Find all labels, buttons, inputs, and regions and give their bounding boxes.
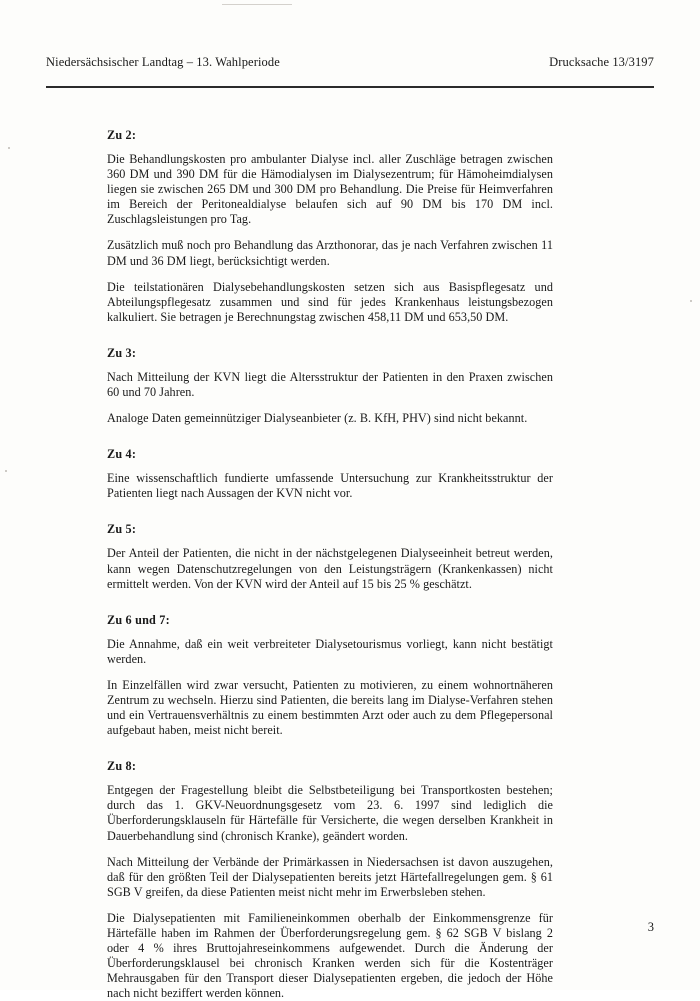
section-heading-zu-3: Zu 3:: [107, 345, 137, 360]
header-divider: [46, 86, 654, 88]
paragraph: Die Annahme, daß ein weit verbreiteter Dialysetourismus vorliegt, kann nicht bestätigt werden.: [107, 636, 553, 666]
paragraph: In Einzelfällen wird zwar versucht, Patienten zu motivieren, zu einem wohnortnäheren Zentrum zu wechseln. Hierzu sind Patienten, die bereits lang im Dialyse-Verfahren stehen und ein Vertrauensverhältnis zu einem bestimmten Arzt oder auch zu dem Pflegepersonal aufgebaut haben, meist nicht bereit.: [107, 677, 553, 738]
scan-artifact-line: [222, 4, 292, 5]
section-heading-zu-2: Zu 2:: [107, 128, 137, 142]
paragraph: Der Anteil der Patienten, die nicht in der nächstgelegenen Dialyseeinheit betreut werden, kann wegen Datenschutzregelungen von den Leistungsträgern (Krankenkassen) nicht ermittelt werden. Von der KVN wird der Anteil auf 15 bis 25 % geschätzt.: [107, 546, 553, 591]
section-heading-zu-6-und-7: Zu 6 und 7:: [107, 612, 170, 627]
document-body: [107, 128, 553, 1001]
paragraph: Entgegen der Fragestellung bleibt die Selbstbeteiligung bei Transportkosten bestehen; durch das 1. GKV-Neuordnungsgesetz vom 23. 6. 1997 sind lediglich die Überforderungsklauseln für Härtefälle für Versicherte, die wegen derselben Krankheit in Dauerbehandlung sind (chronisch Kranke), geändert worden.: [107, 783, 553, 843]
paragraph: Zusätzlich muß noch pro Behandlung das Arzthonorar, das je nach Verfahren zwischen 11 DM und 36 DM liegt, berücksichtigt werden.: [107, 238, 553, 268]
paragraph: Analoge Daten gemeinnütziger Dialyseanbieter (z. B. KfH, PHV) sind nicht bekannt.: [107, 411, 528, 426]
scan-artifact-dot: [690, 300, 692, 302]
header-document-number: Drucksache 13/3197: [549, 55, 654, 69]
paragraph: Nach Mitteilung der Verbände der Primärkassen in Niedersachsen ist davon auszugehen, daß für den größten Teil der Dialysepatienten bereits jetzt Härtefallregelungen gem. § 61 SGB V greifen, da diese Patienten meist nicht mehr im Erwerbsleben stehen.: [107, 854, 553, 899]
scan-artifact-dot: [5, 470, 7, 472]
paragraph: Nach Mitteilung der KVN liegt die Altersstruktur der Patienten in den Praxen zwischen 60 und 70 Jahren.: [107, 369, 553, 400]
paragraph: Die Dialysepatienten mit Familieneinkommen oberhalb der Einkommensgrenze für Härtefälle haben im Rahmen der Überforderungsregelung gem. § 62 SGB V bislang 2 oder 4 % ihres Bruttojahreseinkommens aufgewendet. Durch die Änderung der Überforderungsklausel bei chronisch Kranken werden sich für die Kostenträger Mehrausgaben für den Transport dieser Dialysepatienten ergeben, die jedoch der Höhe nach nicht beziffert werden können.: [107, 910, 553, 1001]
paragraph: Die teilstationären Dialysebehandlungskosten setzen sich aus Basispflegesatz und Abteilungspflegesatz zusammen und sind für jedes Krankenhaus leistungsbezogen kalkuliert. Sie betragen je Berechnungstag zwischen 458,11 DM und 653,50 DM.: [107, 279, 553, 324]
section-heading-zu-8: Zu 8:: [107, 759, 137, 774]
paragraph: Die Behandlungskosten pro ambulanter Dialyse incl. aller Zuschläge betragen zwischen 360 DM und 390 DM für die Hämodialysen im Dialysezentrum; für Hämoheimdialysen liegen sie zwischen 265 DM und 300 DM pro Behandlung. Die Preise für Heimverfahren im Bereich der Peritonealdialyse belaufen sich auf 90 DM bis 170 DM incl. Zuschlagsleistungen pro Tag.: [107, 152, 553, 227]
scan-artifact-dot: [8, 147, 10, 149]
section-heading-zu-5: Zu 5:: [107, 522, 137, 537]
page-number: 3: [647, 920, 654, 934]
section-heading-zu-4: Zu 4:: [107, 447, 137, 462]
paragraph: Eine wissenschaftlich fundierte umfassende Untersuchung zur Krankheitsstruktur der Patienten liegt nach Aussagen der KVN nicht vor.: [107, 471, 553, 501]
header-title-left: Niedersächsischer Landtag – 13. Wahlperiode: [46, 55, 280, 69]
page-header: [46, 55, 654, 70]
